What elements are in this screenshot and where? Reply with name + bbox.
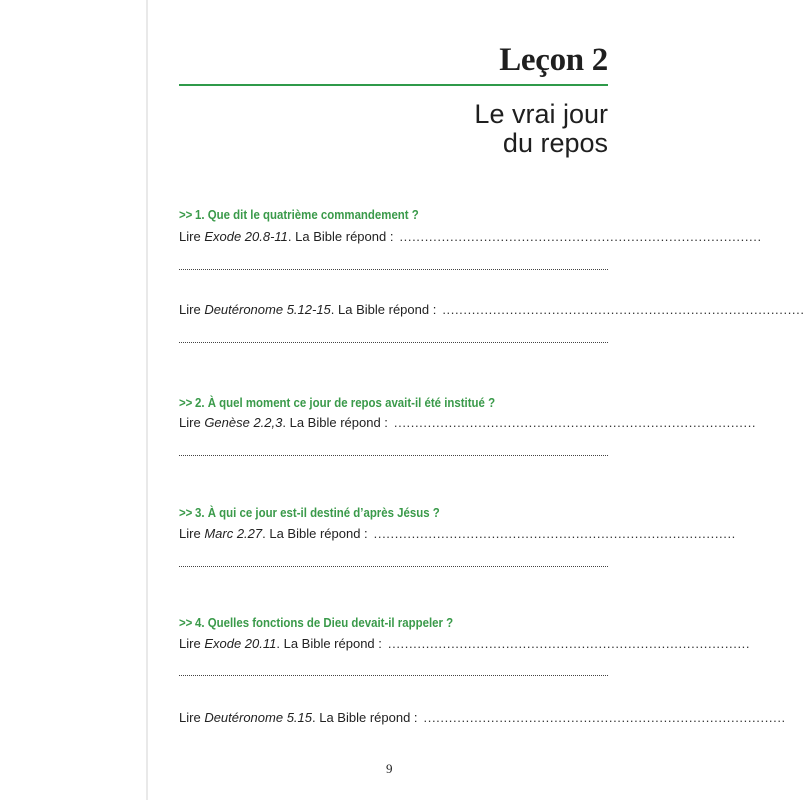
answer-line[interactable] [179, 565, 608, 567]
answer-line[interactable] [179, 268, 608, 270]
answer-line[interactable] [179, 454, 608, 456]
question-2-read-1: Lire Genèse 2.2,3 . La Bible répond : ...................................................................................... [179, 415, 757, 430]
left-margin [0, 0, 146, 800]
chevron-icon: >> [179, 395, 193, 410]
answer-line[interactable] [179, 674, 608, 676]
chevron-icon: >> [179, 615, 193, 630]
question-4-heading: >> 4. Quelles fonctions de Dieu devait-il rappeler ? [179, 615, 454, 630]
answer-field[interactable]: ...................................................................................... [387, 636, 751, 651]
answer-field[interactable]: ...................................................................................... [423, 710, 786, 725]
chevron-icon: >> [179, 207, 193, 222]
lesson-subtitle [474, 100, 608, 158]
answer-field[interactable]: ...................................................................................... [442, 302, 805, 317]
question-3-read-1: Lire Marc 2.27 . La Bible répond : ...................................................................................... [179, 526, 736, 541]
chevron-icon: >> [179, 505, 193, 520]
subtitle-line-2: du repos [502, 128, 608, 158]
lesson-title: Leçon 2 [499, 42, 608, 78]
answer-field[interactable]: ...................................................................................... [393, 415, 757, 430]
question-1-heading: >> 1. Que dit le quatrième commandement ? [179, 207, 419, 222]
answer-field[interactable]: ...................................................................................... [399, 229, 762, 244]
answer-field[interactable]: ...................................................................................... [373, 526, 736, 541]
subtitle-line-1: Le vrai jour [474, 99, 608, 129]
question-2-heading: >> 2. À quel moment ce jour de repos avait-il été institué ? [179, 395, 496, 410]
question-1-read-1: Lire Exode 20.8-11 . La Bible répond : ...................................................................................... [179, 229, 762, 244]
answer-line[interactable] [179, 341, 608, 343]
page-edge [146, 0, 148, 800]
question-3-heading: >> 3. À qui ce jour est-il destiné d’après Jésus ? [179, 505, 440, 520]
title-rule [179, 84, 608, 86]
page-number: 9 [386, 761, 393, 776]
question-4-read-1: Lire Exode 20.11 . La Bible répond : ...................................................................................... [179, 636, 751, 651]
question-1-read-2: Lire Deutéronome 5.12-15 . La Bible répond : ...................................................................................... [179, 302, 805, 317]
question-4-read-2: Lire Deutéronome 5.15 . La Bible répond : ...................................................................................... [179, 710, 786, 725]
